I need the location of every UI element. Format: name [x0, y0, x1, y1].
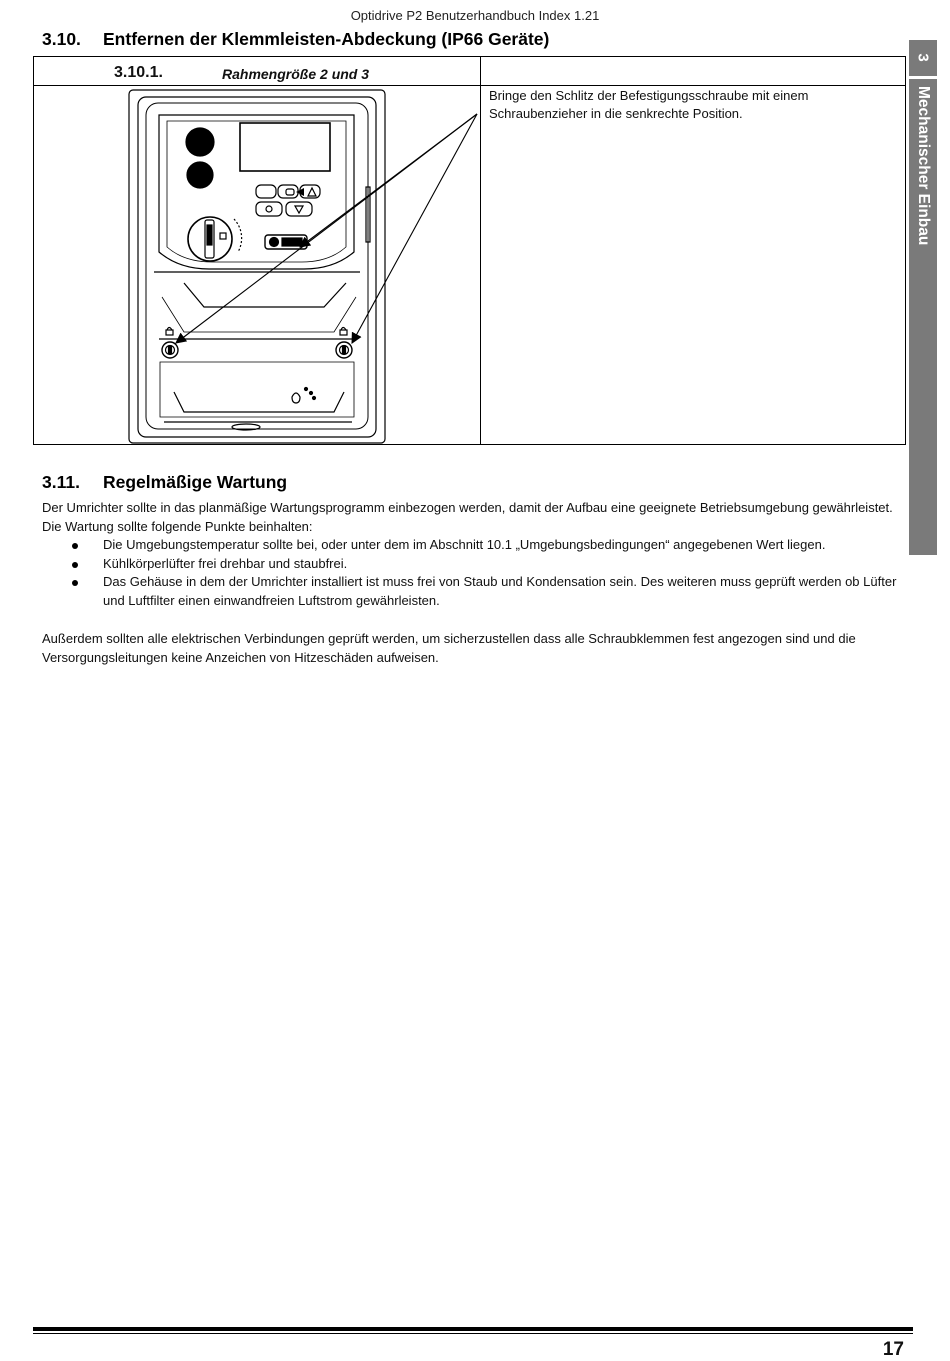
section-heading-3-11 — [42, 472, 287, 493]
section-title: Regelmäßige Wartung — [103, 472, 288, 492]
footer-rule — [33, 1327, 913, 1331]
list-item: Die Umgebungstemperatur sollte bei, oder unter dem im Abschnitt 10.1 „Umgebungsbedingungen“ angegebenen Wert liegen. — [42, 536, 908, 555]
bullet-icon — [72, 543, 78, 549]
ip-rating-logo-icon — [292, 393, 300, 403]
bullet-icon — [72, 562, 78, 568]
section-heading-3-10 — [42, 29, 549, 50]
pointer-arrows — [176, 114, 477, 343]
section-title: Entfernen der Klemmleisten-Abdeckung (IP66 Geräte) — [103, 29, 550, 49]
chapter-side-tab — [909, 40, 937, 555]
maintenance-list — [42, 536, 908, 610]
figure-table — [33, 56, 906, 445]
page-number: 17 — [882, 1339, 904, 1360]
subsection-title: Rahmengröße 2 und 3 — [222, 66, 370, 82]
list-item: Das Gehäuse in dem der Umrichter installiert ist muss frei von Staub und Kondensation sein. Des weiteren muss geprüft werden ob Lüfter und Luftfilter einen einwandfreien Luftstrom gewährleisten. — [42, 573, 908, 610]
footer-rule-thin — [33, 1333, 913, 1334]
section-number: 3.10. — [42, 29, 81, 49]
display-window — [240, 123, 330, 171]
chapter-number: 3 — [914, 52, 932, 62]
chapter-title: Mechanischer Einbau — [915, 86, 932, 246]
list-item: Kühlkörperlüfter frei drehbar und staubfrei. — [42, 555, 908, 574]
cover-screw-left — [162, 328, 178, 359]
indicator-circle-bottom — [187, 162, 213, 188]
maintenance-closing: Außerdem sollten alle elektrischen Verbindungen geprüft werden, um sicherzustellen dass alle Schraubklemmen fest angezogen sind und die Versorgungsleitungen keine Anzeichen von Hitzeschäden aufweisen. — [42, 631, 856, 665]
subsection-number: 3.10.1. — [114, 64, 163, 81]
terminal-cover — [160, 362, 354, 417]
section-number: 3.11. — [42, 472, 80, 492]
cover-screw-right — [336, 328, 352, 359]
maintenance-intro: Der Umrichter sollte in das planmäßige Wartungsprogramm einbezogen werden, damit der Aufbau eine geeignete Betriebsumgebung gewährleistet. Die Wartung sollte folgende Punkte beinhalten: — [42, 500, 893, 534]
bullet-icon — [72, 580, 78, 586]
chapter-tab-divider — [909, 76, 937, 79]
instruction-text: Bringe den Schlitz der Befestigungsschraube mit einem Schraubenzieher in die senkrechte Position. — [489, 88, 809, 121]
running-header: Optidrive P2 Benutzerhandbuch Index 1.21 — [350, 8, 600, 23]
indicator-circle-top — [186, 128, 214, 156]
drive-drawing — [34, 57, 905, 444]
